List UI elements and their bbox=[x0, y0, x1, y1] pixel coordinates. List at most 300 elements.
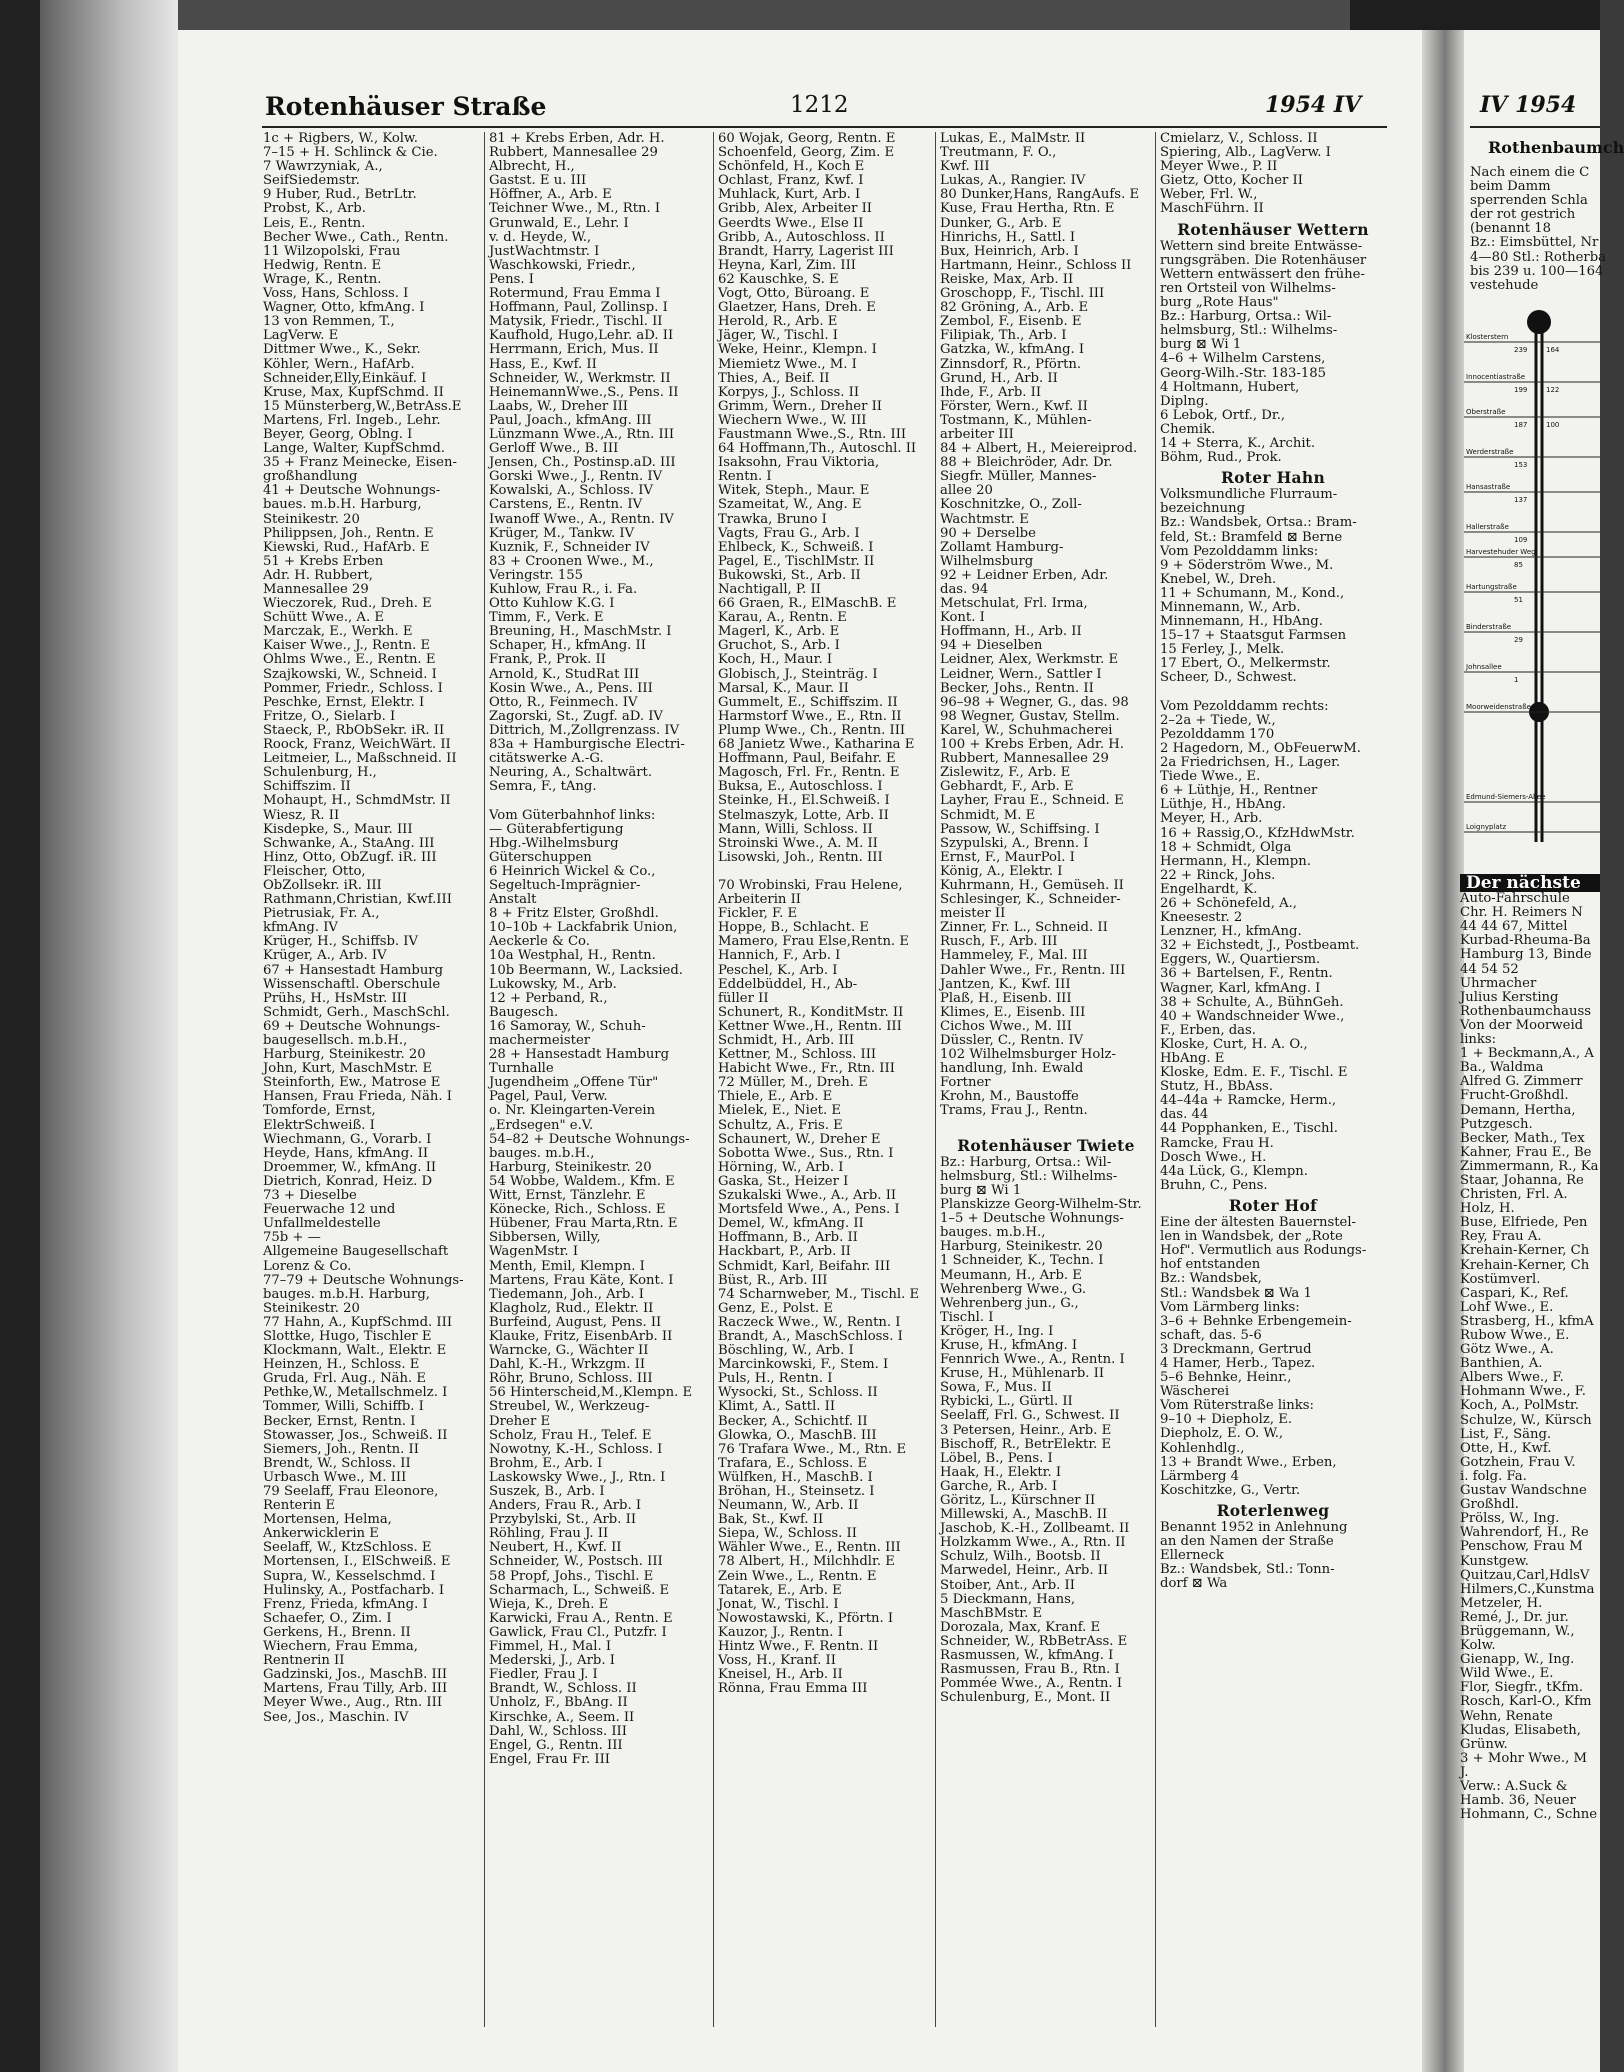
directory-entry: Lenzner, H., kfmAng. bbox=[1160, 924, 1302, 940]
directory-entry: Geerdts Wwe., Else II bbox=[718, 215, 864, 231]
directory-entry: Lorenz & Co. bbox=[263, 1258, 352, 1274]
directory-entry: MaschBMstr. E bbox=[940, 1605, 1043, 1621]
directory-entry: 44 Popphanken, E., Tischl. bbox=[1160, 1121, 1338, 1137]
directory-entry: Kloske, Edm. E. F., Tischl. E bbox=[1160, 1065, 1348, 1081]
directory-entry: Vom Pezolddamm rechts: bbox=[1160, 698, 1329, 714]
directory-entry: Treutmann, F. O., bbox=[940, 145, 1057, 161]
directory-entry: Bischoff, R., BetrElektr. E bbox=[940, 1436, 1112, 1452]
directory-entry: Kiewski, Rud., HafArb. E bbox=[263, 539, 430, 555]
directory-entry: Raczeck Wwe., W., Rentn. I bbox=[718, 1314, 901, 1330]
directory-entry: schaft, das. 5-6 bbox=[1160, 1327, 1262, 1343]
directory-entry: Fimmel, H., Mal. I bbox=[489, 1639, 612, 1655]
directory-entry: Renterin E bbox=[263, 1498, 336, 1514]
directory-entry: SeifSiedemstr. bbox=[263, 173, 360, 189]
directory-entry: 9 Huber, Rud., BetrLtr. bbox=[263, 187, 417, 203]
directory-entry: Kowalski, A., Schloss. IV bbox=[489, 483, 653, 499]
directory-entry: Klockmann, Walt., Elektr. E bbox=[263, 1343, 447, 1359]
page-header-year: 1954 IV bbox=[1265, 92, 1362, 118]
directory-entry: Droemmer, W., kfmAng. II bbox=[263, 1159, 437, 1175]
directory-entry: Krohn, M., Baustoffe bbox=[940, 1089, 1079, 1105]
directory-entry: Szajkowski, W., Schneid. I bbox=[263, 666, 437, 682]
directory-entry: Hoffmann, Paul, Zollinsp. I bbox=[489, 300, 668, 316]
directory-entry: Dietrich, Konrad, Heiz. D bbox=[263, 1173, 433, 1189]
directory-entry: Scheer, D., Schwest. bbox=[1160, 670, 1297, 686]
directory-entry: 35 + Franz Meinecke, Eisen- bbox=[263, 455, 457, 471]
directory-entry: Isaksohn, Frau Viktoria, bbox=[718, 455, 880, 471]
directory-entry: Hannich, F., Arb. I bbox=[718, 948, 841, 964]
directory-entry: Albrecht, H., bbox=[489, 159, 575, 175]
directory-entry: Martens, Frau Tilly, Arb. III bbox=[263, 1681, 448, 1697]
directory-entry: Pietrusiak, Fr. A., bbox=[263, 906, 380, 922]
directory-entry: Grunwald, E., Lehr. I bbox=[489, 215, 629, 231]
directory-entry: Trawka, Bruno I bbox=[718, 511, 827, 527]
directory-entry: Zinner, Fr. L., Schneid. II bbox=[940, 920, 1108, 936]
directory-entry: Passow, W., Schiffsing. I bbox=[940, 821, 1100, 837]
directory-entry: Peschke, Ernst, Elektr. I bbox=[263, 694, 425, 710]
directory-entry: Fiedler, Frau J. I bbox=[489, 1667, 598, 1683]
directory-entry: Zislewitz, F., Arb. E bbox=[940, 765, 1071, 781]
directory-entry: Kuhlow, Frau R., i. Fa. bbox=[489, 582, 638, 597]
directory-entry: Metschulat, Frl. Irma, bbox=[940, 596, 1088, 612]
directory-entry: 26 + Schönefeld, A., bbox=[1160, 895, 1298, 911]
directory-entry: 8 + Fritz Elster, Großhdl. bbox=[489, 906, 659, 922]
directory-entry: bis 239 u. 100—164 bbox=[1470, 263, 1604, 279]
directory-entry: Hermann, H., Klempn. bbox=[1160, 853, 1311, 869]
directory-entry: bauges. m.b.H. Harburg, bbox=[263, 1286, 430, 1302]
directory-entry: Bz.: Eimsbüttel, Nr bbox=[1470, 235, 1599, 251]
directory-entry: Gustav Wandschne bbox=[1460, 1483, 1587, 1499]
directory-entry: Anstalt bbox=[489, 892, 537, 908]
directory-entry: Brohm, E., Arb. I bbox=[489, 1455, 603, 1471]
directory-entry: 56 Hinterscheid,M.,Klempn. E bbox=[489, 1385, 693, 1401]
directory-entry: Millewski, A., MaschB. II bbox=[940, 1507, 1108, 1523]
directory-entry: Kaiser Wwe., J., Rentn. E bbox=[263, 638, 431, 654]
directory-entry: Eine der ältesten Bauernstel- bbox=[1160, 1215, 1357, 1231]
directory-entry: Habicht Wwe., Fr., Rtn. III bbox=[718, 1061, 895, 1077]
directory-entry: 54 Wobbe, Waldem., Kfm. E bbox=[489, 1173, 675, 1189]
directory-entry: 78 Albert, H., Milchhdlr. E bbox=[718, 1554, 895, 1570]
directory-entry: Glowka, O., MaschB. III bbox=[718, 1427, 877, 1443]
directory-entry: Kaufhold, Hugo,Lehr. aD. II bbox=[489, 328, 674, 344]
directory-entry: Volksmundliche Flurraum- bbox=[1160, 487, 1338, 503]
directory-entry: Leis, E., Rentn. bbox=[263, 215, 366, 231]
directory-entry: König, A., Elektr. I bbox=[940, 863, 1063, 879]
directory-entry: Rosch, Karl-O., Kfm bbox=[1460, 1694, 1592, 1710]
directory-entry: an den Namen der Straße bbox=[1160, 1534, 1334, 1550]
directory-entry: Christen, Frl. A. bbox=[1460, 1187, 1568, 1203]
directory-entry: Ihde, F., Arb. II bbox=[940, 384, 1042, 400]
directory-entry: Nowostawski, K., Pförtn. I bbox=[718, 1610, 894, 1626]
directory-entry: Kuhrmann, H., Gemüseh. II bbox=[940, 877, 1124, 893]
directory-entry: Mielek, E., Niet. E bbox=[718, 1103, 841, 1119]
directory-entry: „Erdsegen" e.V. bbox=[489, 1117, 594, 1133]
directory-entry: Jäger, W., Tischl. I bbox=[718, 328, 838, 344]
directory-entry: Hörning, W., Arb. I bbox=[718, 1159, 844, 1175]
directory-entry: Bz.: Harburg, Ortsa.: Wil- bbox=[940, 1154, 1112, 1170]
directory-entry: Harburg, Steinikestr. 20 bbox=[263, 1047, 426, 1063]
directory-entry: Schwanke, A., StaAng. III bbox=[263, 835, 435, 851]
directory-entry: Wieczorek, Rud., Dreh. E bbox=[263, 596, 432, 612]
directory-entry: Fennrich Wwe., A., Rentn. I bbox=[940, 1352, 1125, 1368]
directory-entry: Lange, Walter, KupfSchmd. bbox=[263, 441, 446, 457]
directory-entry: 3 Petersen, Heinr., Arb. E bbox=[940, 1422, 1112, 1438]
directory-entry: Stoiber, Ant., Arb. II bbox=[940, 1577, 1075, 1593]
directory-entry: 4 Hamer, Herb., Tapez. bbox=[1160, 1355, 1316, 1371]
directory-entry: Magosch, Frl. Fr., Rentn. E bbox=[718, 765, 900, 781]
directory-entry: 3 + Mohr Wwe., M bbox=[1460, 1750, 1587, 1766]
directory-entry: Schmidt, Karl, Beifahr. III bbox=[718, 1258, 891, 1274]
directory-entry: 1 + Beckmann,A., A bbox=[1460, 1046, 1594, 1062]
directory-entry: helmsburg, Stl.: Wilhelms- bbox=[940, 1168, 1118, 1184]
directory-entry: Staar, Johanna, Re bbox=[1460, 1172, 1584, 1188]
directory-column-1 bbox=[263, 132, 481, 1725]
directory-entry: Zollamt Hamburg- bbox=[940, 539, 1064, 555]
directory-entry: Szypulski, A., Brenn. I bbox=[940, 835, 1089, 851]
scanner-top-right bbox=[1350, 0, 1600, 30]
directory-entry: Großhdl. bbox=[1460, 1497, 1519, 1513]
u-bahn-station-icon bbox=[1527, 310, 1551, 334]
directory-entry: Karwicki, Frau A., Rentn. E bbox=[489, 1610, 673, 1626]
directory-entry: Röhling, Frau J. II bbox=[489, 1526, 609, 1542]
directory-entry: 44a Lück, G., Klempn. bbox=[1160, 1163, 1308, 1179]
directory-entry: Krehain-Kerner, Ch bbox=[1460, 1257, 1590, 1273]
directory-entry: Wysocki, St., Schloss. II bbox=[718, 1385, 878, 1401]
directory-entry: handlung, Inh. Ewald bbox=[940, 1061, 1084, 1077]
directory-entry: Siegfr. Müller, Mannes- bbox=[940, 469, 1097, 485]
directory-entry: Gribb, Alex, Arbeiter II bbox=[718, 201, 873, 217]
directory-entry: Rasmussen, W., kfmAng. I bbox=[940, 1648, 1114, 1664]
directory-entry: 28 + Hansestadt Hamburg bbox=[489, 1047, 670, 1063]
next-page-column bbox=[1460, 874, 1600, 1822]
directory-entry: Dorozala, Max, Kranf. E bbox=[940, 1619, 1101, 1635]
directory-entry: Slottke, Hugo, Tischler E bbox=[263, 1328, 432, 1344]
directory-entry: Probst, K., Arb. bbox=[263, 201, 366, 217]
directory-entry: Filipiak, Th., Arb. I bbox=[940, 328, 1067, 344]
directory-entry: Wehn, Renate bbox=[1460, 1708, 1553, 1724]
directory-entry: Steinke, H., El.Schweiß. I bbox=[718, 793, 890, 809]
directory-entry: Lukas, A., Rangier. IV bbox=[940, 173, 1086, 189]
directory-entry: Matysik, Friedr., Tischl. II bbox=[489, 314, 663, 330]
map-street-label: Edmund-Siemers-Allee bbox=[1466, 793, 1546, 801]
next-page-column-intro bbox=[1470, 165, 1607, 293]
directory-entry: Ba., Waldma bbox=[1460, 1060, 1544, 1076]
directory-entry: (benannt 18 bbox=[1470, 221, 1552, 237]
directory-entry: Flor, Siegfr., tKfm. bbox=[1460, 1680, 1584, 1696]
map-house-number: 122 bbox=[1546, 386, 1560, 394]
directory-entry: Klimt, A., Sattl. II bbox=[718, 1399, 836, 1415]
directory-entry: 82 Gröning, A., Arb. E bbox=[940, 300, 1089, 316]
directory-entry: Warncke, G., Wächter II bbox=[489, 1343, 649, 1359]
directory-entry: Gadzinski, Jos., MaschB. III bbox=[263, 1667, 448, 1683]
directory-entry: Holz, H. bbox=[1460, 1201, 1515, 1217]
directory-entry: Fortner bbox=[940, 1075, 991, 1091]
directory-entry: 4 Holtmann, Hubert, bbox=[1160, 379, 1300, 395]
directory-entry: Remé, J., Dr. jur. bbox=[1460, 1609, 1569, 1625]
directory-entry: Dahl, K.-H., Wrkzgm. II bbox=[489, 1357, 646, 1373]
directory-entry: Mortsfeld Wwe., A., Pens. I bbox=[718, 1202, 900, 1218]
map-street-label: Harvestehuder Weg bbox=[1466, 548, 1536, 556]
directory-entry: Urbasch Wwe., M. III bbox=[263, 1469, 407, 1485]
directory-entry: Wehrenberg Wwe., G. bbox=[940, 1281, 1087, 1297]
directory-entry: 83 + Croonen Wwe., M., bbox=[489, 553, 654, 569]
directory-entry: Plaß, H., Eisenb. III bbox=[940, 990, 1072, 1006]
directory-entry: Rubbert, Mannesallee 29 bbox=[489, 145, 658, 161]
directory-entry: Eggers, W., Quartiersm. bbox=[1160, 952, 1321, 968]
directory-entry: Schulenburg, E., Mont. II bbox=[940, 1690, 1111, 1706]
section-heading: Rotenhäuser Wettern bbox=[1177, 219, 1369, 239]
directory-entry: Martens, Frau Käte, Kont. I bbox=[489, 1272, 674, 1288]
directory-entry: Hübener, Frau Marta,Rtn. E bbox=[489, 1216, 678, 1232]
directory-entry: Timm, F., Verk. E bbox=[489, 610, 604, 626]
directory-entry: beim Damm bbox=[1470, 179, 1551, 195]
directory-entry: Segeltuch-Imprägnier- bbox=[489, 877, 641, 893]
directory-entry: Burfeind, August, Pens. II bbox=[489, 1314, 662, 1330]
directory-entry: Tischl. I bbox=[940, 1309, 994, 1325]
directory-entry: o. Nr. Kleingarten-Verein bbox=[489, 1103, 656, 1119]
directory-entry: Teichner Wwe., M., Rtn. I bbox=[489, 201, 661, 217]
directory-entry: Wild Wwe., E. bbox=[1460, 1666, 1554, 1682]
directory-entry: Wissenschaftl. Oberschule bbox=[263, 976, 441, 992]
directory-entry: Meyer Wwe., P. II bbox=[1160, 159, 1278, 175]
directory-entry: 67 + Hansestadt Hamburg bbox=[263, 962, 444, 978]
directory-entry: 70 Wrobinski, Frau Helene, bbox=[718, 877, 903, 893]
directory-entry: Schiffszim. II bbox=[263, 779, 351, 795]
directory-entry: Mamero, Frau Else,Rentn. E bbox=[718, 934, 909, 950]
directory-entry: Buksa, E., Autoschloss. I bbox=[718, 779, 883, 795]
map-house-number: 153 bbox=[1514, 461, 1528, 469]
directory-entry: 14 + Sterra, K., Archit. bbox=[1160, 435, 1316, 451]
directory-entry: 9 + Söderström Wwe., M. bbox=[1160, 557, 1334, 573]
directory-entry: 13 + Brandt Wwe., Erben, bbox=[1160, 1454, 1337, 1470]
directory-entry: Haak, H., Elektr. I bbox=[940, 1464, 1062, 1480]
directory-entry: Unholz, F., BbAng. II bbox=[489, 1695, 628, 1711]
directory-entry: Miemietz Wwe., M. I bbox=[718, 356, 857, 372]
directory-entry: Verw.: A.Suck & bbox=[1460, 1779, 1568, 1794]
directory-entry: Zinnsdorf, R., Pförtn. bbox=[940, 356, 1082, 372]
directory-entry: ren Ortsteil von Wilhelms- bbox=[1160, 280, 1336, 296]
directory-entry: Hbg.-Wilhelmsburg bbox=[489, 835, 619, 851]
directory-entry: 10b Beermann, W., Lacksied. bbox=[489, 962, 683, 978]
directory-entry: Allgemeine Baugesellschaft bbox=[263, 1244, 449, 1260]
directory-entry: See, Jos., Maschin. IV bbox=[263, 1709, 409, 1725]
directory-column-4 bbox=[940, 132, 1152, 1705]
directory-entry: Paul, Joach., kfmAng. III bbox=[489, 412, 652, 428]
directory-entry: Hammeley, F., Mal. III bbox=[940, 948, 1088, 964]
directory-entry: Mohaupt, H., SchmdMstr. II bbox=[263, 793, 451, 809]
directory-entry: JustWachtmstr. I bbox=[489, 243, 600, 259]
directory-entry: Stroinski Wwe., A. M. II bbox=[718, 835, 878, 851]
directory-entry: Streubel, W., Werkzeug- bbox=[489, 1399, 650, 1415]
directory-entry: 84 + Albert, H., Meiereiprod. bbox=[940, 441, 1138, 457]
directory-entry: 81 + Krebs Erben, Adr. H. bbox=[489, 131, 665, 146]
directory-entry: v. d. Heyde, W., bbox=[489, 229, 592, 245]
directory-entry: Georg-Wilh.-Str. 183-185 bbox=[1160, 365, 1327, 381]
directory-entry: Hinz, Otto, ObZugf. iR. III bbox=[263, 849, 437, 865]
directory-entry: 36 + Bartelsen, F., Rentn. bbox=[1160, 966, 1333, 982]
directory-entry: Brendt, W., Schloss. II bbox=[263, 1455, 411, 1471]
directory-entry: Grund, H., Arb. II bbox=[940, 370, 1058, 386]
directory-entry: Scharmach, L., Schweiß. E bbox=[489, 1582, 670, 1598]
directory-entry: Ernst, F., MaurPol. I bbox=[940, 849, 1075, 865]
directory-entry: Gatzka, W., kfmAng. I bbox=[940, 342, 1085, 358]
directory-entry: Fickler, F. E bbox=[718, 906, 798, 922]
directory-entry: Kohlenhdlg., bbox=[1160, 1440, 1245, 1456]
directory-entry: Globisch, J., Steinträg. I bbox=[718, 666, 878, 682]
next-street-title: Rothenbaumch bbox=[1488, 138, 1624, 157]
directory-entry: Jensen, Ch., Postinsp.aD. III bbox=[489, 455, 676, 471]
directory-entry: Frank, P., Prok. II bbox=[489, 652, 606, 668]
directory-entry: Frucht-Großhdl. bbox=[1460, 1088, 1569, 1104]
directory-entry: Gebhardt, F., Arb. E bbox=[940, 779, 1074, 795]
directory-entry: Schneider, W., RbBetrAss. E bbox=[940, 1633, 1128, 1649]
directory-entry: Dosch Wwe., H. bbox=[1160, 1149, 1267, 1165]
directory-entry: 44 54 52 bbox=[1460, 961, 1519, 977]
directory-entry: Leidner, Wern., Sattler I bbox=[940, 666, 1102, 682]
directory-entry: Schaefer, O., Zim. I bbox=[263, 1610, 392, 1626]
directory-entry: Marczak, E., Werkh. E bbox=[263, 624, 413, 640]
header-rule bbox=[262, 126, 1387, 128]
directory-entry: Wiechern, Frau Emma, bbox=[263, 1639, 418, 1655]
directory-entry: Wülfken, H., MaschB. I bbox=[718, 1469, 873, 1485]
map-street-label: Loignyplatz bbox=[1466, 823, 1507, 831]
directory-entry: 5 Dieckmann, Hans, bbox=[940, 1591, 1076, 1607]
directory-entry: Hohmann Wwe., F. bbox=[1460, 1384, 1586, 1400]
directory-entry: Koschitzke, G., Vertr. bbox=[1160, 1482, 1301, 1498]
directory-entry: hof entstanden bbox=[1160, 1257, 1261, 1273]
directory-entry: Wehrenberg jun., G., bbox=[940, 1295, 1079, 1311]
directory-entry: Hartmann, Heinr., Schloss II bbox=[940, 257, 1132, 273]
directory-entry: Diplng. bbox=[1160, 393, 1209, 409]
directory-entry: Wieja, K., Dreh. E bbox=[489, 1596, 609, 1612]
directory-entry: Uhrmacher bbox=[1460, 975, 1537, 991]
map-house-number: 137 bbox=[1514, 496, 1528, 504]
directory-entry: Rentn. I bbox=[718, 469, 772, 485]
directory-entry: Metzeler, H. bbox=[1460, 1595, 1543, 1611]
section-heading: Roter Hahn bbox=[1220, 468, 1326, 488]
directory-entry: Kettner Wwe.,H., Rentn. III bbox=[718, 1018, 902, 1034]
directory-entry: 83a + Hamburgische Electri- bbox=[489, 737, 685, 753]
directory-entry: Muhlack, Kurt, Arb. I bbox=[718, 187, 861, 203]
directory-entry: Lünzmann Wwe.,A., Rtn. III bbox=[489, 426, 675, 442]
directory-entry: Beyer, Georg, Oblng. I bbox=[263, 426, 413, 442]
directory-entry: Gruda, Frl. Aug., Näh. E bbox=[263, 1371, 427, 1387]
directory-entry: Genz, E., Polst. E bbox=[718, 1300, 833, 1316]
directory-entry: machermeister bbox=[489, 1033, 591, 1048]
directory-entry: Kloske, Curt, H. A. O., bbox=[1160, 1036, 1308, 1052]
directory-entry: Schütt Wwe., A. E bbox=[263, 610, 384, 626]
directory-entry: Cichos Wwe., M. III bbox=[940, 1018, 1072, 1034]
directory-entry: 10a Westphal, H., Rentn. bbox=[489, 948, 656, 964]
directory-entry: Hoffmann, H., Arb. II bbox=[940, 624, 1082, 640]
directory-entry: Zimmermann, R., Ka bbox=[1460, 1158, 1599, 1174]
directory-entry: Supra, W., Kesselschmd. I bbox=[263, 1568, 436, 1584]
map-house-number: 187 bbox=[1514, 421, 1528, 429]
directory-entry: Ankerwicklerin E bbox=[263, 1526, 379, 1542]
directory-entry: burg ⊠ Wi 1 bbox=[940, 1182, 1022, 1198]
directory-entry: Albers Wwe., F. bbox=[1460, 1370, 1564, 1386]
directory-entry: Rusch, F., Arb. III bbox=[940, 934, 1058, 950]
directory-entry: Hedwig, Rentn. E bbox=[263, 257, 382, 273]
directory-entry: 15 Münsterberg,W.,BetrAss.E bbox=[263, 398, 462, 414]
directory-entry: Wähler Wwe., E., Rentn. III bbox=[718, 1540, 901, 1556]
directory-entry: das. 94 bbox=[940, 582, 989, 597]
directory-entry: Demel, W., kfmAng. II bbox=[718, 1216, 864, 1232]
page-number: 1212 bbox=[790, 92, 849, 118]
directory-entry: Seelaff, Frl. G., Schwest. II bbox=[940, 1408, 1120, 1424]
directory-entry: Benannt 1952 in Anlehnung bbox=[1160, 1520, 1348, 1535]
directory-entry: 100 + Krebs Erben, Adr. H. bbox=[940, 737, 1124, 753]
directory-entry: 3–6 + Behnke Erbengemein- bbox=[1160, 1313, 1352, 1329]
directory-entry: 5–6 Behnke, Heinr., bbox=[1160, 1370, 1292, 1386]
directory-entry: Bröhan, H., Steinsetz. I bbox=[718, 1484, 875, 1499]
directory-entry: Rönna, Frau Emma III bbox=[718, 1681, 868, 1697]
directory-entry: Kahner, Frau E., Be bbox=[1460, 1144, 1592, 1160]
directory-entry: Krüger, A., Arb. IV bbox=[263, 948, 387, 964]
directory-entry: Schunert, R., KonditMstr. II bbox=[718, 1004, 904, 1020]
directory-entry: Gummelt, E., Schiffszim. II bbox=[718, 694, 898, 710]
directory-entry: Glaetzer, Hans, Dreh. E bbox=[718, 300, 876, 316]
directory-entry: Roock, Franz, WeichWärt. II bbox=[263, 737, 451, 753]
directory-entry: Thies, A., Beif. II bbox=[718, 370, 830, 386]
directory-entry: Harmstorf Wwe., E., Rtn. II bbox=[718, 708, 902, 724]
directory-entry: 16 + Rassig,O., KfzHdwMstr. bbox=[1160, 825, 1355, 841]
directory-entry: 77 Hahn, A., KupfSchmd. III bbox=[263, 1314, 453, 1330]
directory-entry: WagenMstr. I bbox=[489, 1244, 579, 1260]
directory-entry: Ohlms Wwe., E., Rentn. E bbox=[263, 652, 436, 668]
directory-entry: Puls, H., Rentn. I bbox=[718, 1371, 833, 1387]
directory-entry: 44–44a + Ramcke, Herm., bbox=[1160, 1093, 1337, 1109]
directory-entry: Schneider, W., Werkmstr. II bbox=[489, 370, 671, 386]
directory-entry: 7–15 + H. Schlinck & Cie. bbox=[263, 145, 438, 161]
directory-entry: Rybicki, L., Gürtl. II bbox=[940, 1394, 1073, 1410]
directory-entry: Koch, A., PolMstr. bbox=[1460, 1398, 1579, 1414]
spacer bbox=[1160, 686, 1386, 700]
directory-entry: Heyde, Hans, kfmAng. II bbox=[263, 1145, 429, 1161]
directory-entry: Arbeiterin II bbox=[718, 892, 802, 908]
map-house-number: 100 bbox=[1546, 421, 1560, 429]
directory-entry: 90 + Derselbe bbox=[940, 525, 1036, 541]
directory-entry: Waschkowski, Friedr., bbox=[489, 257, 636, 273]
directory-entry: Jaschob, K.-H., Zollbeamt. II bbox=[940, 1521, 1130, 1537]
directory-entry: Bruhn, C., Pens. bbox=[1160, 1177, 1268, 1193]
directory-entry: Neuring, A., Schaltwärt. bbox=[489, 765, 653, 781]
directory-entry: Kruse, H., Mühlenarb. II bbox=[940, 1366, 1105, 1382]
directory-entry: Kirschke, A., Seem. II bbox=[489, 1709, 635, 1725]
directory-entry: Sobotta Wwe., Sus., Rtn. I bbox=[718, 1145, 894, 1161]
directory-entry: Meyer, H., Arb. bbox=[1160, 811, 1263, 827]
directory-entry: Otto Kuhlow K.G. I bbox=[489, 596, 615, 612]
directory-entry: 51 + Krebs Erben bbox=[263, 553, 384, 569]
directory-entry: 17 Ebert, O., Melkermstr. bbox=[1160, 656, 1331, 672]
directory-entry: Demann, Hertha, bbox=[1460, 1102, 1576, 1118]
directory-entry: Kostümverl. bbox=[1460, 1271, 1541, 1287]
directory-entry: John, Kurt, MaschMstr. E bbox=[263, 1061, 433, 1077]
directory-entry: Bukowski, St., Arb. II bbox=[718, 567, 861, 583]
directory-entry: das. 44 bbox=[1160, 1107, 1209, 1123]
directory-entry: Götz Wwe., A. bbox=[1460, 1342, 1554, 1358]
directory-entry: Heinzen, H., Schloss. E bbox=[263, 1357, 420, 1373]
directory-entry: Brandt, A., MaschSchloss. I bbox=[718, 1328, 903, 1344]
directory-entry: 98 Wegner, Gustav, Stellm. bbox=[940, 708, 1120, 724]
directory-entry: i. folg. Fa. bbox=[1460, 1468, 1527, 1484]
directory-entry: 74 Scharnweber, M., Tischl. E bbox=[718, 1286, 920, 1302]
directory-entry: Mortensen, Helma, bbox=[263, 1512, 392, 1528]
directory-entry: Plump Wwe., Ch., Rentn. III bbox=[718, 722, 906, 738]
directory-entry: Krüger, M., Tankw. IV bbox=[489, 525, 635, 541]
directory-entry: Meumann, H., Arb. E bbox=[940, 1267, 1082, 1283]
directory-entry: Röhr, Bruno, Schloss. III bbox=[489, 1371, 653, 1387]
directory-entry: Mederski, J., Arb. I bbox=[489, 1653, 615, 1669]
